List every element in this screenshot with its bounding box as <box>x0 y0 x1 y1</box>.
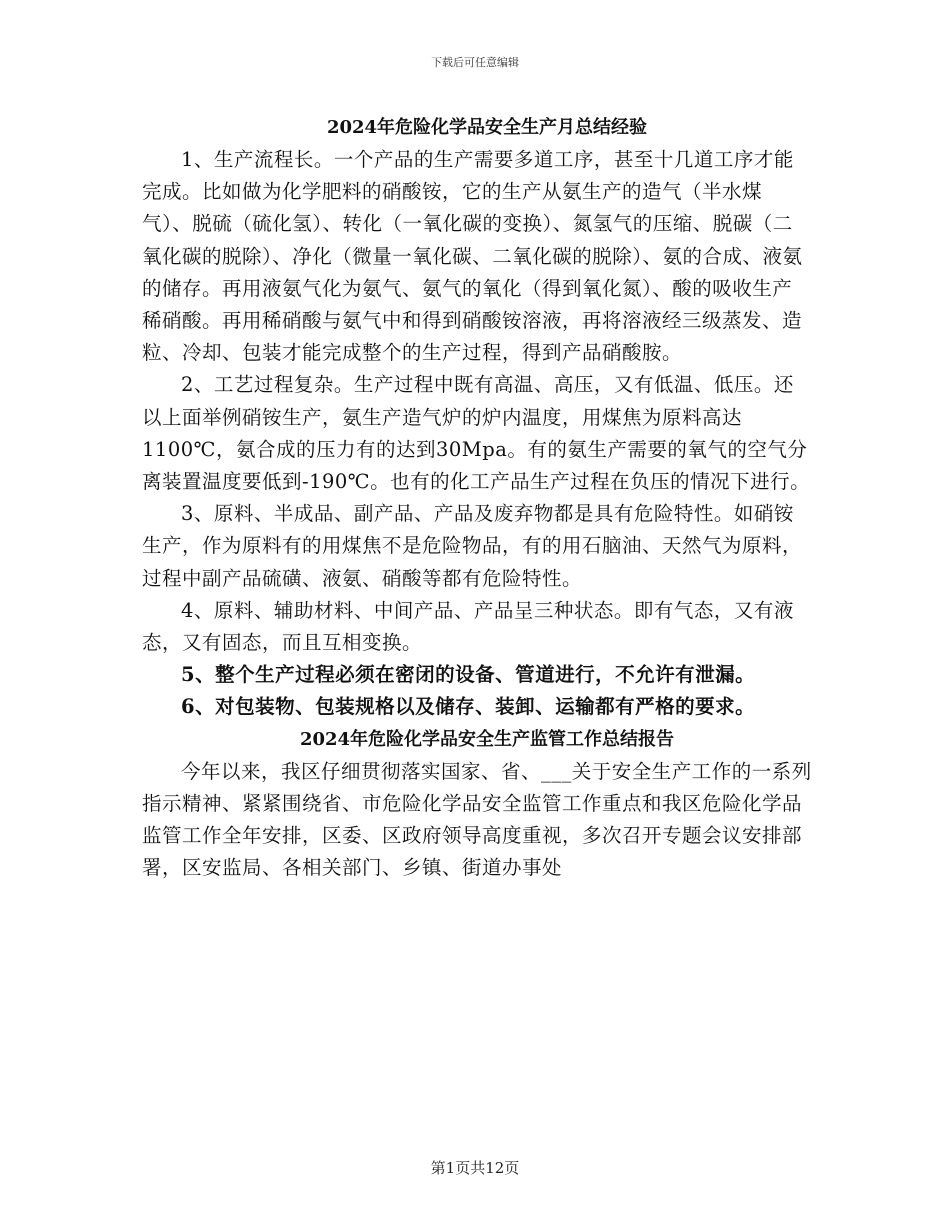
paragraph-item-3: 3、原料、半成品、副产品、产品及废弃物都是具有危险特性。如硝铵生产，作为原料有的用煤焦不是危险物品，有的用石脑油、天然气为原料，过程中副产品硫磺、液氨、硝酸等都有危险特性。 <box>142 502 803 590</box>
paragraph-item-5: 5、整个生产过程必须在密闭的设备、管道进行，不允许有泄漏。 <box>181 663 756 687</box>
paragraph-item-6: 6、对包装物、包装规格以及储存、装卸、运输都有严格的要求。 <box>181 695 756 719</box>
paragraph-item-4: 4、原料、辅助材料、中间产品、产品呈三种状态。即有气态，又有液态，又有固态，而且互相变换。 <box>142 598 794 655</box>
page-footer: 第1页共12页 <box>430 1159 520 1177</box>
section-title: 2024年危险化学品安全生产监管工作总结报告 <box>299 728 675 750</box>
paragraph-item-2: 2、工艺过程复杂。生产过程中既有高温、高压，又有低温、低压。还以上面举例硝铵生产，氨生产造气炉的炉内温度，用煤焦为原料高达1100℃，氨合成的压力有的达到30Mpa。有的氨生产需要的氧气的空气分离装置温度要低到-190℃。也有的化工产品生产过程在负压的情况下进行。 <box>142 373 811 494</box>
report-paragraph: 今年以来，我区仔细贯彻落实国家、省、___关于安全生产工作的一系列指示精神、紧紧围绕省、市危险化学品安全监管工作重点和我区危险化学品监管工作全年安排，区委、区政府领导高度重视，多次召开专题会议安排部署，区安监局、各相关部门、乡镇、街道办事处 <box>142 759 812 880</box>
document-body <box>142 112 812 884</box>
header-note: 下载后可任意编辑 <box>431 56 519 69</box>
document-title: 2024年危险化学品安全生产月总结经验 <box>326 117 648 138</box>
paragraph-item-1: 1、生产流程长。一个产品的生产需要多道工序，甚至十几道工序才能完成。比如做为化学肥料的硝酸铵，它的生产从氨生产的造气（半水煤气）、脱硫（硫化氢）、转化（一氧化碳的变换）、氮氢气的压缩、脱碳（二氧化碳的脱除）、净化（微量一氧化碳、二氧化碳的脱除）、氨的合成、液氨的储存。再用液氨气化为氨气、氨气的氧化（得到氧化氮）、酸的吸收生产稀硝酸。再用稀硝酸与氨气中和得到硝酸铵溶液，再将溶液经三级蒸发、造粒、冷却、包装才能完成整个的生产过程，得到产品硝酸胺。 <box>142 148 803 365</box>
